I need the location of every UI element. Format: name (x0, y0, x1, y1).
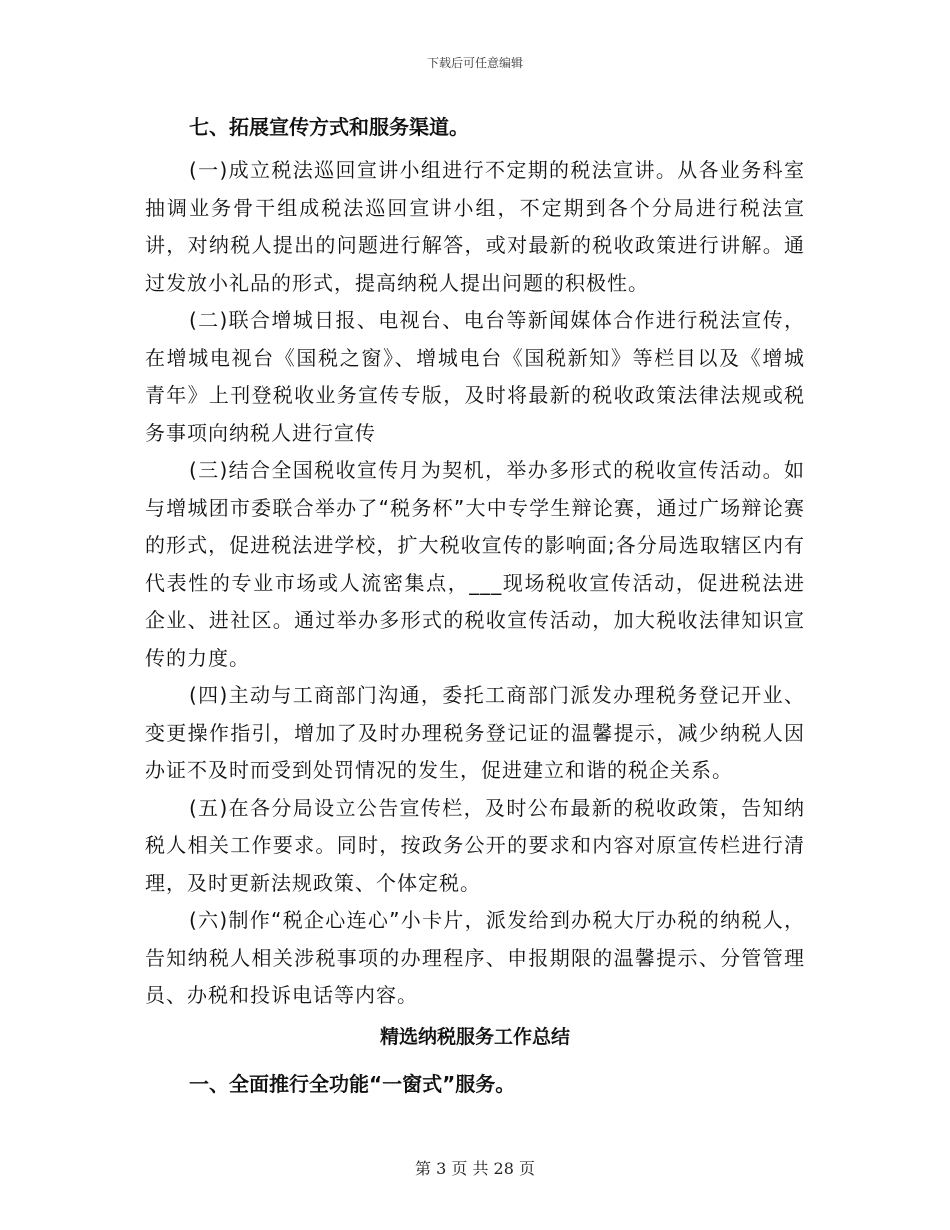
page-header-note: 下载后可任意编辑 (426, 56, 523, 70)
paragraph-3: (三)结合全国税收宣传月为契机，举办多形式的税收宣传活动。如与增城团市委联合举办了“税务杯”大中专学生辩论赛，通过广场辩论赛的形式，促进税法进学校，扩大税收宣传的影响面;各分局选取辖区内有代表性的专业市场或人流密集点，___现场税收宣传活动，促进税法进企业、进社区。通过举办多形式的税收宣传活动，加大税收法律知识宣传的力度。 (145, 458, 805, 670)
section-heading: 七、拓展宣传方式和服务渠道。 (189, 115, 469, 139)
page-number: 第 3 页 共 28 页 (415, 1159, 535, 1178)
document-title: 精选纳税服务工作总结 (379, 1025, 570, 1048)
paragraph-4: (四)主动与工商部门沟通，委托工商部门派发办理税务登记开业、变更操作指引，增加了及时办理税务登记证的温馨提示，减少纳税人因办证不及时而受到处罚情况的发生，促进建立和谐的税企关系。 (145, 683, 805, 782)
document-body (145, 102, 805, 1109)
paragraph-6: (六)制作“税企心连心”小卡片，派发给到办税大厅办税的纳税人，告知纳税人相关涉税事项的办理程序、申报期限的温馨提示、分管管理员、办税和投诉电话等内容。 (145, 908, 805, 1007)
paragraph-1: (一)成立税法巡回宣讲小组进行不定期的税法宣讲。从各业务科室抽调业务骨干组成税法巡回宣讲小组，不定期到各个分局进行税法宣讲，对纳税人提出的问题进行解答，或对最新的税收政策进行讲解。通过发放小礼品的形式，提高纳税人提出问题的积极性。 (145, 158, 805, 295)
section-heading-next: 一、全面推行全功能“一窗式”服务。 (189, 1071, 516, 1096)
paragraph-2: (二)联合增城日报、电视台、电台等新闻媒体合作进行税法宣传，在增城电视台《国税之窗》、增城电台《国税新知》等栏目以及《增城青年》上刊登税收业务宣传专版，及时将最新的税收政策法律法规或税务事项向纳税人进行宣传 (145, 308, 805, 445)
paragraph-5: (五)在各分局设立公告宣传栏，及时公布最新的税收政策，告知纳税人相关工作要求。同时，按政务公开的要求和内容对原宣传栏进行清理，及时更新法规政策、个体定税。 (145, 795, 805, 895)
